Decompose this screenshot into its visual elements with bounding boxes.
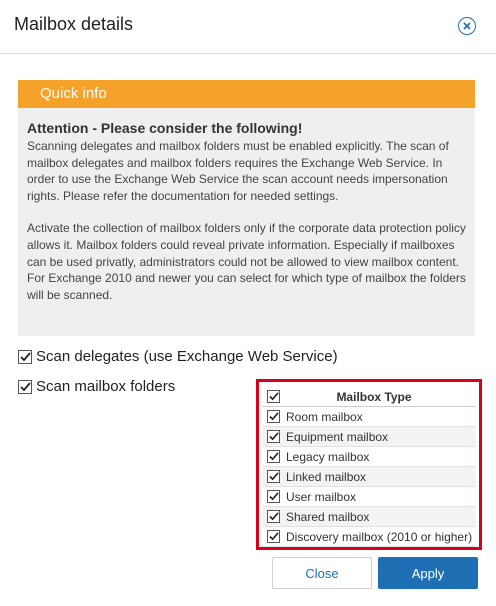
scan-delegates-label: Scan delegates (use Exchange Web Service) (36, 348, 338, 365)
quick-info-header: Quick info (18, 80, 475, 108)
mailbox-type-header-row (262, 387, 476, 407)
dialog-header (0, 0, 496, 54)
mailbox-type-label: User mailbox (286, 489, 357, 504)
close-button[interactable]: Close (272, 557, 372, 589)
mailbox-type-row[interactable] (262, 527, 476, 547)
mailbox-type-table (262, 387, 476, 547)
mailbox-type-label: Equipment mailbox (286, 429, 389, 444)
mailbox-type-checkbox[interactable] (267, 470, 280, 483)
mailbox-type-checkbox[interactable] (267, 410, 280, 423)
scan-folders-checkbox[interactable] (18, 380, 32, 394)
scan-folders-option[interactable] (18, 378, 175, 395)
mailbox-type-label: Legacy mailbox (286, 449, 370, 464)
mailbox-type-checkbox[interactable] (267, 490, 280, 503)
mailbox-type-checkbox[interactable] (267, 530, 280, 543)
quick-info-title: Attention - Please consider the following! (27, 120, 303, 136)
mailbox-type-row[interactable] (262, 487, 476, 507)
mailbox-type-label: Room mailbox (286, 409, 363, 424)
mailbox-type-checkbox[interactable] (267, 430, 280, 443)
mailbox-type-checkbox[interactable] (267, 450, 280, 463)
mailbox-type-row[interactable] (262, 447, 476, 467)
mailbox-type-header: Mailbox Type (336, 389, 412, 404)
quick-info-paragraph-2: Activate the collection of mailbox folders only if the corporate data protection policy allows it. Mailbox folders could reveal private information. Especially if mailboxes can be used privatly, administrators could not be allowed to view mailbox content. For Exchange 2010 and newer you can select for which type of mailbox the folders will be scanned. (27, 221, 466, 302)
quick-info-paragraph-1: Scanning delegates and mailbox folders must be enabled explicitly. The scan of mailbox delegates and mailbox folders requires the Exchange Web Service. In order to use the Exchange Web Service the scan account needs impersonation rights. Please refer the documentation for needed settings. (27, 139, 449, 203)
mailbox-type-label: Linked mailbox (286, 469, 367, 484)
close-icon[interactable] (458, 17, 476, 35)
dialog-title: Mailbox details (14, 14, 134, 34)
scan-delegates-option[interactable] (18, 348, 338, 365)
quick-info-panel (18, 80, 475, 336)
apply-button[interactable]: Apply (378, 557, 478, 589)
mailbox-type-checkbox[interactable] (267, 510, 280, 523)
scan-delegates-checkbox[interactable] (18, 350, 32, 364)
select-all-checkbox[interactable] (267, 390, 280, 403)
mailbox-type-highlight (256, 379, 482, 550)
mailbox-type-row[interactable] (262, 407, 476, 427)
mailbox-type-row[interactable] (262, 427, 476, 447)
mailbox-type-label: Shared mailbox (286, 509, 370, 524)
scan-folders-label: Scan mailbox folders (36, 378, 176, 395)
mailbox-type-row[interactable] (262, 507, 476, 527)
mailbox-type-row[interactable] (262, 467, 476, 487)
mailbox-type-label: Discovery mailbox (2010 or higher) (286, 529, 473, 544)
